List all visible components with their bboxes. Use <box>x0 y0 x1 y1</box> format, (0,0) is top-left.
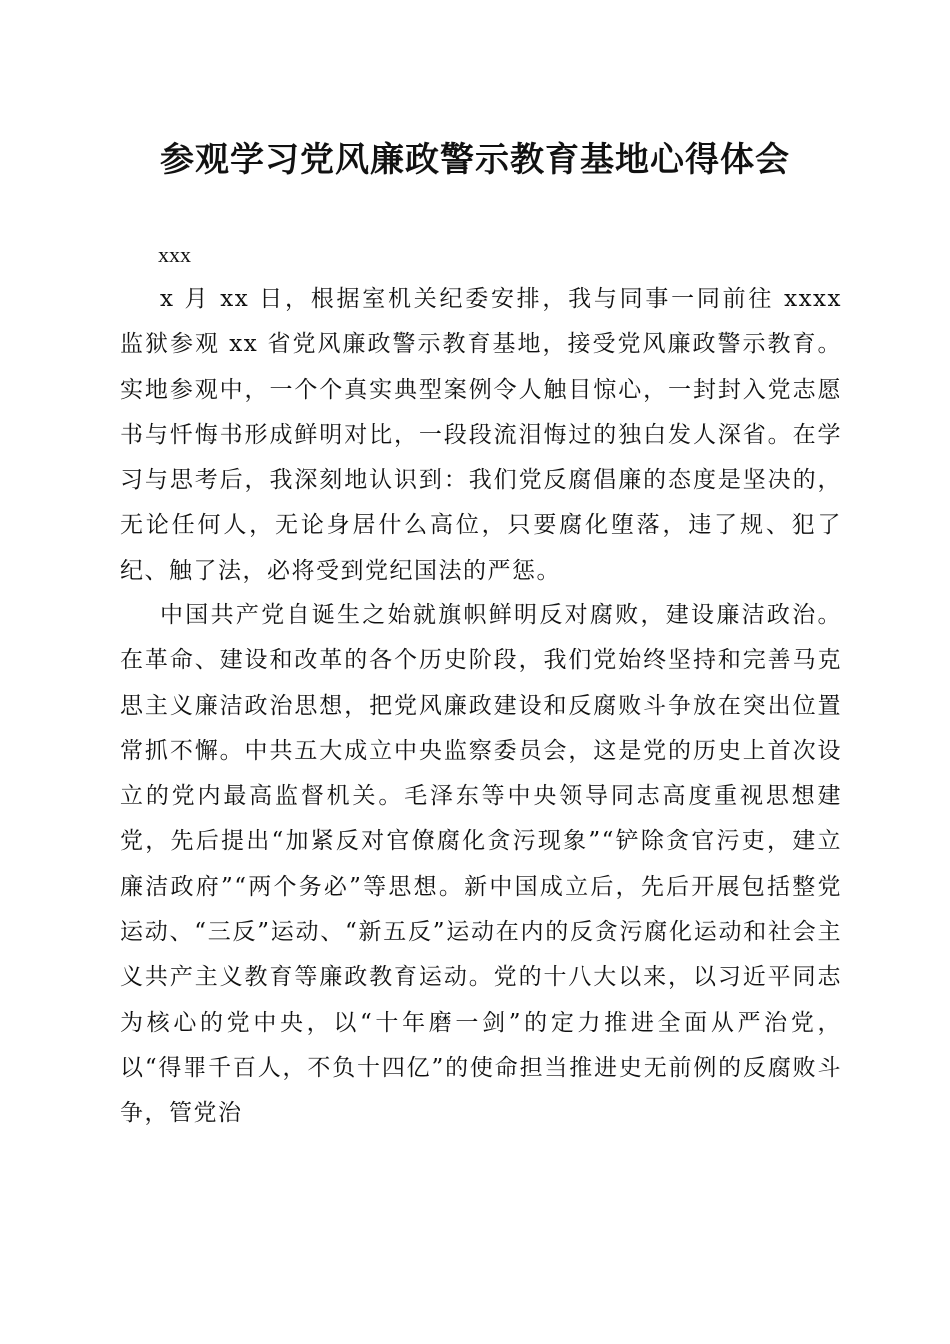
author-name: xxx <box>158 242 191 267</box>
paragraph-1: x 月 xx 日，根据室机关纪委安排，我与同事一同前往 xxxx 监狱参观 xx 省党风廉政警示教育基地，接受党风廉政警示教育。实地参观中，一个个真实典型案例令人触目惊心，一封封入党志愿书与忏悔书形成鲜明对比，一段段流泪悔过的独白发人深省。在学习与思考后，我深刻地认识到：我们党反腐倡廉的态度是坚决的，无论任何人，无论身居什么高位，只要腐化堕落，违了规、犯了纪、触了法，必将受到党纪国法的严惩。 <box>120 286 842 584</box>
document-title: 参观学习党风廉政警示教育基地心得体会 <box>160 140 790 180</box>
paragraph-2: 中国共产党自诞生之始就旗帜鲜明反对腐败，建设廉洁政治。在革命、建设和改革的各个历史阶段，我们党始终坚持和完善马克思主义廉洁政治思想，把党风廉政建设和反腐败斗争放在突出位置常抓不懈。中共五大成立中央监察委员会，这是党的历史上首次设立的党内最高监督机关。毛泽东等中央领导同志高度重视思想建党，先后提出“加紧反对官僚腐化贪污现象”“铲除贪官污吏，建立廉洁政府”“两个务必”等思想。新中国成立后，先后开展包括整党运动、“三反”运动、“新五反”运动在内的反贪污腐化运动和社会主义共产主义教育等廉政教育运动。党的十八大以来，以习近平同志为核心的党中央，以“十年磨一剑”的定力推进全面从严治党，以“得罪千百人，不负十四亿”的使命担当推进史无前例的反腐败斗争，管党治 <box>120 602 842 1127</box>
